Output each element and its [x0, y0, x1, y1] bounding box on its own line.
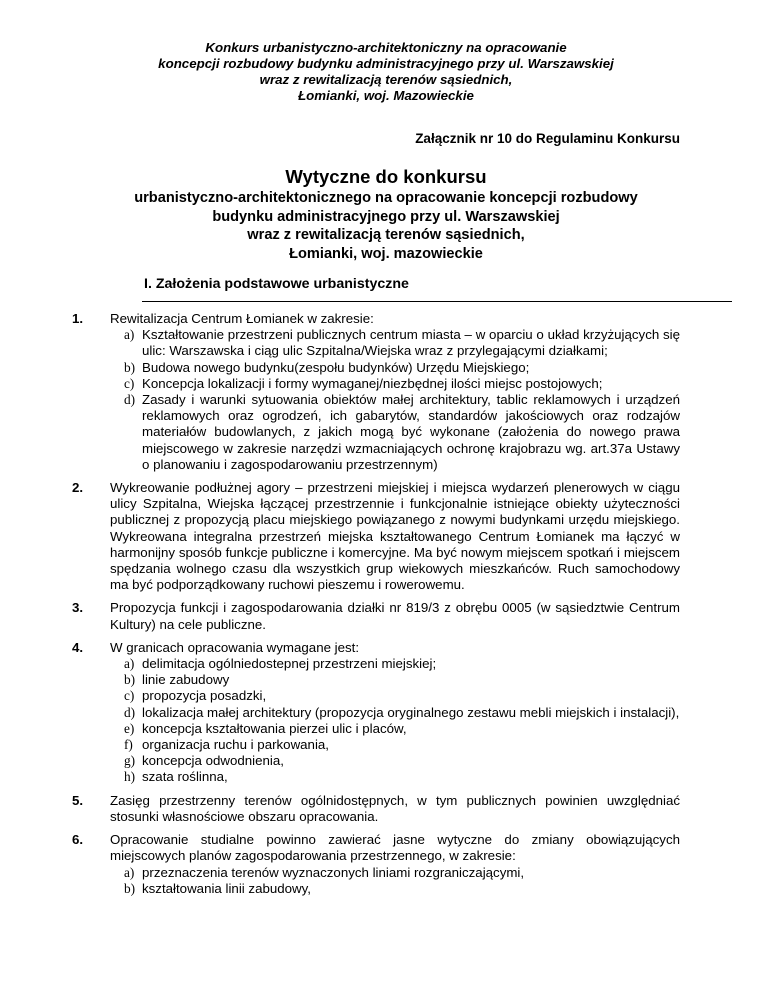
header-line: koncepcji rozbudowy budynku administracyjnego przy ul. Warszawskiej: [158, 56, 614, 71]
sub-item-text: Budowa nowego budynku(zespołu budynków) Urzędu Miejskiego;: [142, 359, 530, 375]
list-item-number: 6.: [72, 832, 84, 848]
sub-item-text: delimitacja ogólniedostepnej przestrzeni miejskiej;: [142, 656, 437, 672]
document-title: Wytyczne do konkursu: [285, 166, 487, 187]
list-item-body: [72, 639, 680, 656]
list-item-text: Rewitalizacja Centrum Łomianek w zakresie:: [110, 311, 374, 326]
sub-item-text: kształtowania linii zabudowy,: [142, 880, 312, 896]
sub-item-text: przeznaczenia terenów wyznaczonych liniami rozgraniczającymi,: [142, 864, 525, 880]
section-heading: I. Założenia podstawowe urbanistyczne: [144, 276, 409, 292]
list-item-text: Wykreowanie podłużnej agory – przestrzeni miejskiej i miejsca wydarzeń plenerowych w ciągu ulicy Szpitalna, Wiejska łączącej przestrzennie i funkcjonalnie istniejące obiekty użyteczności publicznej z propozycją placu miejskiego powiązanego z nowymi budynkami urzędu miejskiego. Wykreowana integralna przestrzeń miejska kształtowanego Centrum Łomianek ma łączyć w harmonijny sposób funkcje publiczne i komercyjne. Ma być nowym miejscem spotkań i miejscem spędzania wolnego czasu dla wszystkich grup wiekowych mieszkańców. Ruch samochodowy ma być podporządkowany ruchowi pieszemu i rowerowemu.: [110, 480, 680, 593]
sub-item-letter: a): [124, 864, 135, 880]
sub-item-text: lokalizacja małej architektury (propozycja oryginalnego zestawu mebli miejskich i instalacji),: [142, 704, 680, 720]
sub-item-letter: c): [124, 688, 135, 704]
list-item-number: 4.: [72, 639, 84, 655]
subtitle-line: Łomianki, woj. mazowieckie: [289, 245, 483, 262]
sub-list: [92, 865, 680, 897]
sub-list: [92, 327, 680, 473]
sub-item: [92, 721, 680, 737]
list-item-text: Propozycja funkcji i zagospodarowania działki nr 819/3 z obrębu 0005 (w sąsiedztwie Centrum Kultury) na cele publiczne.: [110, 600, 680, 632]
list-item: [72, 311, 680, 473]
sub-item-text: linie zabudowy: [142, 672, 230, 688]
sub-item-text: propozycja posadzki,: [142, 688, 267, 704]
list-item: [72, 639, 680, 786]
sub-item-letter: h): [124, 769, 136, 785]
list-item: [72, 792, 680, 825]
list-item-text: Opracowanie studialne powinno zawierać jasne wytyczne do zmiany obowiązujących miejscowych planów zagospodarowania przestrzennego, w zakresie:: [110, 832, 680, 864]
list-item-body: [72, 480, 680, 593]
list-item-text: W granicach opracowania wymagane jest:: [110, 639, 360, 655]
subtitle-line: wraz z rewitalizacją terenów sąsiednich,: [247, 227, 525, 243]
sub-item-text: organizacja ruchu i parkowania,: [142, 737, 330, 753]
sub-item-letter: f): [124, 737, 133, 753]
sub-item-letter: a): [124, 327, 135, 343]
sub-item-text: Koncepcja lokalizacji i formy wymaganej/niezbędnej ilości miejsc postojowych;: [142, 375, 603, 391]
sub-item-letter: c): [124, 375, 135, 391]
annex-label: Załącznik nr 10 do Regulaminu Konkursu: [415, 131, 680, 146]
sub-item: [92, 865, 680, 881]
sub-item-letter: b): [124, 880, 136, 896]
list-item: [72, 600, 680, 632]
list-item: [72, 832, 680, 897]
sub-item-letter: g): [124, 753, 136, 769]
sub-item: [92, 656, 680, 672]
list-item-number: 3.: [72, 600, 84, 616]
sub-item-letter: b): [124, 359, 136, 375]
sub-item: [92, 688, 680, 704]
sub-item-text: Kształtowanie przestrzeni publicznych centrum miasta – w oparciu o układ krzyżujących się ulic: Warszawska i ciąg ulic Szpitalna/Wiejska wraz z przylegającymi działkami;: [142, 327, 680, 359]
list-item-number: 1.: [72, 311, 84, 326]
sub-item-text: szata roślinna,: [142, 769, 228, 785]
list-item-number: 5.: [72, 792, 84, 808]
list-item-body: [72, 792, 680, 825]
sub-item: [92, 737, 680, 753]
list-item-text: Zasięg przestrzenny terenów ogólnidostępnych, w tym publicznych powinien uwzględniać stosunki własnościowe obszaru opracowania.: [110, 792, 680, 824]
sub-item: [92, 392, 680, 473]
list-item-body: [72, 832, 680, 864]
sub-item: [92, 327, 680, 359]
sub-item: [92, 881, 680, 897]
sub-item: [92, 753, 680, 769]
sub-item-letter: a): [124, 656, 135, 672]
list-item: [72, 480, 680, 593]
sub-item: [92, 769, 680, 785]
header-line: Łomianki, woj. Mazowieckie: [298, 88, 474, 103]
sub-item: [92, 376, 680, 392]
sub-item: [92, 672, 680, 688]
list-item-number: 2.: [72, 480, 84, 496]
sub-item-letter: b): [124, 672, 136, 688]
sub-item: [92, 360, 680, 376]
sub-list: [92, 656, 680, 786]
sub-item-text: koncepcja odwodnienia,: [142, 753, 284, 769]
list-item-body: [72, 311, 680, 327]
sub-item-letter: d): [124, 704, 136, 720]
header-line: Konkurs urbanistyczno-architektoniczny na opracowanie: [205, 40, 567, 55]
sub-item-letter: e): [124, 720, 135, 736]
subtitle-line: urbanistyczno-architektonicznego na opracowanie koncepcji rozbudowy: [134, 190, 638, 206]
list-item-body: [72, 600, 680, 632]
sub-item-text: koncepcja kształtowania pierzei ulic i placów,: [142, 720, 407, 736]
document-subtitle: [92, 189, 680, 263]
competition-header: [92, 0, 680, 104]
sub-item-text: Zasady i warunki sytuowania obiektów małej architektury, tablic reklamowych i urządzeń reklamowych oraz ogrodzeń, ich gabarytów, standardów jakościowych oraz rodzajów materiałów budowlanych, z jakich mogą być wykonane (założenia do nowego prawa miejscowego w zakresie narzędzi wzmacniających ochronę krajobrazu wg. art.37a Ustawy o planowaniu i zagospodarowaniu przestrzennym): [142, 392, 680, 472]
subtitle-line: budynku administracyjnego przy ul. Warszawskiej: [212, 208, 560, 225]
section-divider: [142, 301, 732, 302]
sub-item-letter: d): [124, 392, 136, 408]
header-line: wraz z rewitalizacją terenów sąsiednich,: [259, 72, 513, 87]
sub-item: [92, 705, 680, 721]
guidelines-list: [72, 311, 680, 897]
